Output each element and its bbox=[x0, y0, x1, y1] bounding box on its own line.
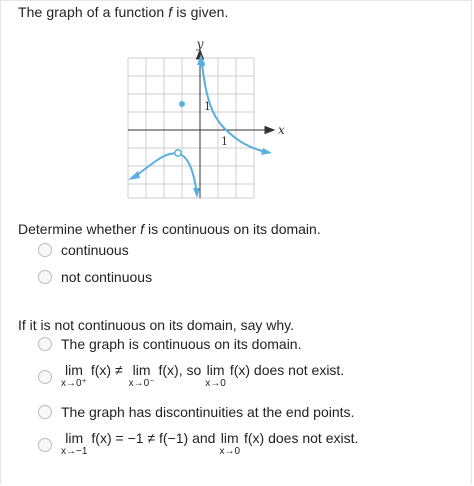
filled-point-y-axis bbox=[199, 61, 205, 67]
x-tick-label: 1 bbox=[221, 135, 228, 148]
option-not-continuous[interactable]: not continuous bbox=[38, 269, 152, 285]
radio-button[interactable] bbox=[38, 405, 52, 419]
radio-button[interactable] bbox=[38, 270, 52, 284]
option-endpoint-discontinuities[interactable]: The graph has discontinuities at the end points. bbox=[38, 404, 354, 420]
open-circle-point bbox=[175, 150, 181, 156]
radio-button[interactable] bbox=[38, 370, 52, 384]
x-axis-label: x bbox=[278, 123, 285, 137]
limit-expression: lim x→−1 f(x) = −1 ≠ f(−1) and lim x→0 f(x) does not exist. bbox=[61, 430, 359, 457]
radio-button[interactable] bbox=[38, 243, 52, 257]
graph-grid bbox=[128, 58, 254, 198]
y-axis-label: y bbox=[196, 38, 204, 51]
bottom-arrowhead-icon bbox=[193, 188, 200, 198]
function-graph bbox=[120, 38, 300, 208]
option-limit-at-minus-one[interactable] bbox=[38, 430, 358, 457]
limit-expression: lim x→0⁺ f(x) ≠ lim x→0⁻ f(x), so lim x→0 f(x) does not exist. bbox=[61, 362, 345, 389]
graph-axes bbox=[128, 50, 274, 198]
prompt-text: The graph of a function f is given. bbox=[18, 4, 229, 20]
y-tick-label: 1 bbox=[204, 100, 211, 113]
filled-point-minus1 bbox=[179, 101, 185, 107]
radio-button[interactable] bbox=[38, 337, 52, 351]
option-continuous[interactable]: continuous bbox=[38, 242, 129, 258]
option-one-sided-limits[interactable] bbox=[38, 362, 344, 389]
radio-button[interactable] bbox=[38, 438, 52, 452]
right-arrowhead-icon bbox=[261, 148, 272, 155]
left-arrowhead-icon bbox=[128, 171, 140, 180]
function-name: f bbox=[168, 4, 173, 20]
question-continuity: Determine whether f is continuous on its domain. bbox=[18, 221, 321, 237]
question-why: If it is not continuous on its domain, say why. bbox=[18, 317, 294, 333]
option-graph-continuous[interactable]: The graph is continuous on its domain. bbox=[38, 336, 301, 352]
